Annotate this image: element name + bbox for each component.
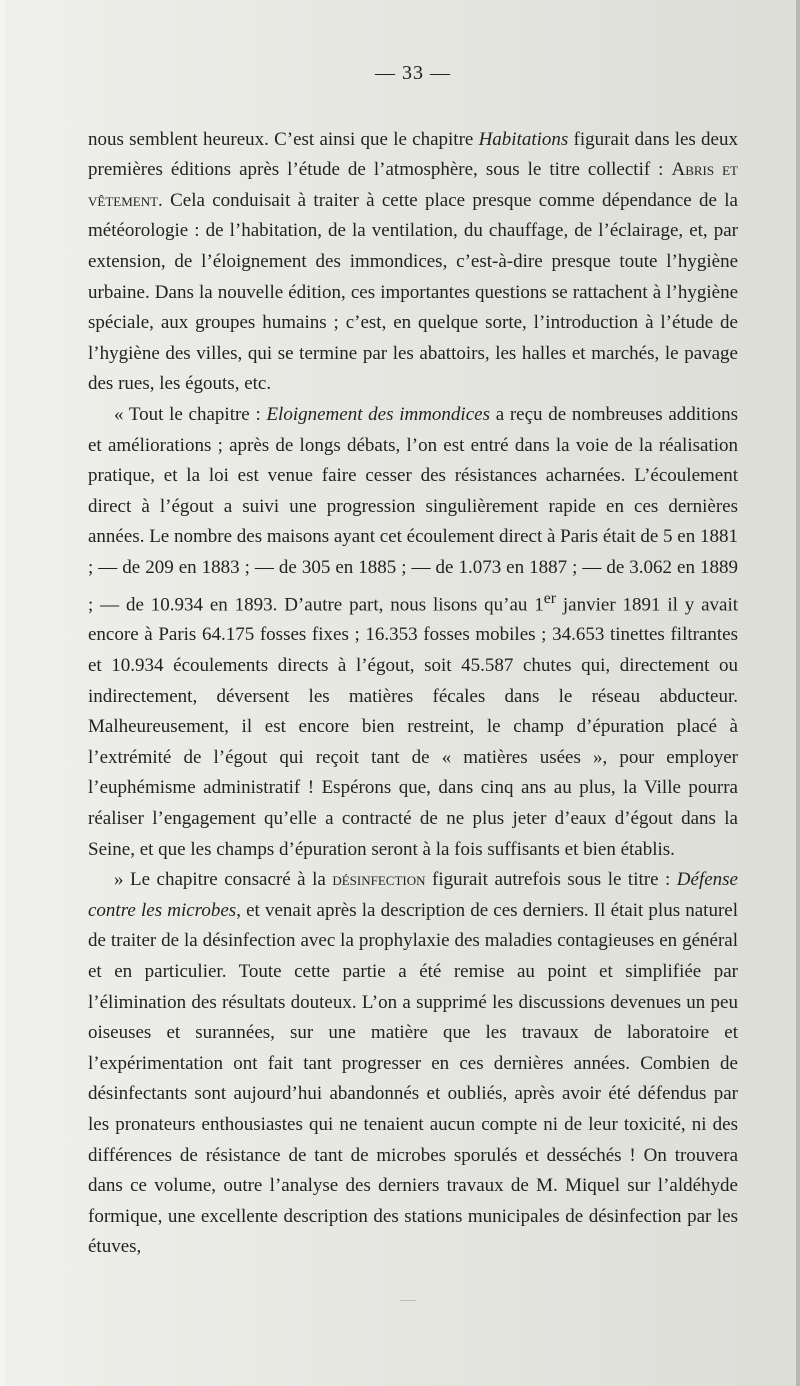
p3-smallcaps-desinfection: désinfection	[332, 869, 426, 891]
p2-text-1: « Tout le chapitre :	[114, 403, 267, 425]
p3-text-2: figurait autrefois sous le titre :	[425, 869, 677, 891]
p1-text-2: figurait dans les deux premières éditions après l’étude de l’atmosphère, sous le titre collectif :	[88, 128, 738, 181]
page-number: — 33 —	[375, 62, 451, 84]
paragraph-2	[88, 400, 738, 865]
p1-text-1: nous semblent heureux. C’est ainsi que le chapitre	[88, 128, 479, 150]
p3-text-3: , et venait après la description de ces derniers. Il était plus naturel de traiter de la désinfection avec la prophylaxie des maladies contagieuses en général et en particulier. Toute cette partie a été remise au point et simplifiée par l’élimination des résultats douteux. L’on a supprimé les discussions devenues un peu oiseuses et surannées, sur une matière que les travaux de laboratoire et l’expérimentation ont fait tant progresser en ces dernières années. Combien de désinfectants sont aujourd’hui abandonnés et oubliés, après avoir été défendus par les pronateurs enthousiastes qui ne tenaient aucun compte ni de leur toxicité, ni des différences de résistance de tant de microbes sporulés et desséchés ! On trouvera dans ce volume, outre l’analyse des derniers travaux de M. Miquel sur l’aldéhyde formique, une excellente description des stations municipales de désinfection par les étuves,	[88, 899, 739, 1258]
p3-italic-title: Défense contre les microbes	[88, 869, 738, 921]
p2-italic-chapter: Eloignement des immondices	[266, 403, 490, 425]
paragraph-1	[88, 125, 738, 400]
p1-italic-habitations: Habitations	[478, 128, 569, 150]
paragraph-3	[88, 865, 738, 1263]
scan-mark	[400, 1300, 416, 1301]
p3-text-1: » Le chapitre consacré à la	[114, 869, 333, 891]
book-page	[88, 58, 738, 1263]
p2-superscript: er	[543, 589, 557, 607]
p2-text-2: a reçu de nombreuses additions et améliorations ; après de longs débats, l’on est entré dans la voie de la réalisation pratique, et la loi est venue faire cesser des résistances acharnées. L’écoulement direct à l’égout a suivi une progression singulièrement rapide en ces dernières années. Le nombre des maisons ayant cet écoulement direct à Paris était de 5 en 1881 ; — de 209 en 1883 ; — de 305 en 1885 ; — de 1.073 en 1887 ; — de 3.062 en 1889 ; — de 10.934 en 1893. D’autre part, nous lisons qu’au 1	[88, 403, 739, 615]
p1-text-3: Cela conduisait à traiter à cette place presque comme dépendance de la météorologie : de l’habitation, de la ventilation, du chauffage, de l’éclairage, et, par extension, de l’éloignement des immondices, c’est-à-dire presque toute l’hygiène urbaine. Dans la nouvelle édition, ces importantes questions se rattachent à l’hygiène spéciale, aux groupes humains ; c’est, en quelque sorte, l’introduction à l’étude de l’hygiène des villes, qui se termine par les abattoirs, les halles et marchés, le pavage des rues, les égouts, etc.	[88, 189, 738, 395]
p1-smallcaps-title: Abris et vêtement.	[88, 159, 738, 211]
p2-text-3: janvier 1891 il y avait encore à Paris 64.175 fosses fixes ; 16.353 fosses mobiles ; 34.653 tinettes filtrantes et 10.934 écoulements directs à l’égout, soit 45.587 chutes qui, directement ou indirectement, déversent les matières fécales dans le réseau abducteur. Malheureusement, il est encore bien restreint, le champ d’épuration placé à l’extrémité de l’égout qui reçoit tant de « matières usées », pour employer l’euphémisme administratif ! Espérons que, dans cinq ans au plus, la Ville pourra réaliser l’engagement qu’elle a contracté de ne plus jeter d’eaux d’égout dans la Seine, et que les champs d’épuration seront à la fois suffisants et bien établis.	[88, 593, 738, 860]
